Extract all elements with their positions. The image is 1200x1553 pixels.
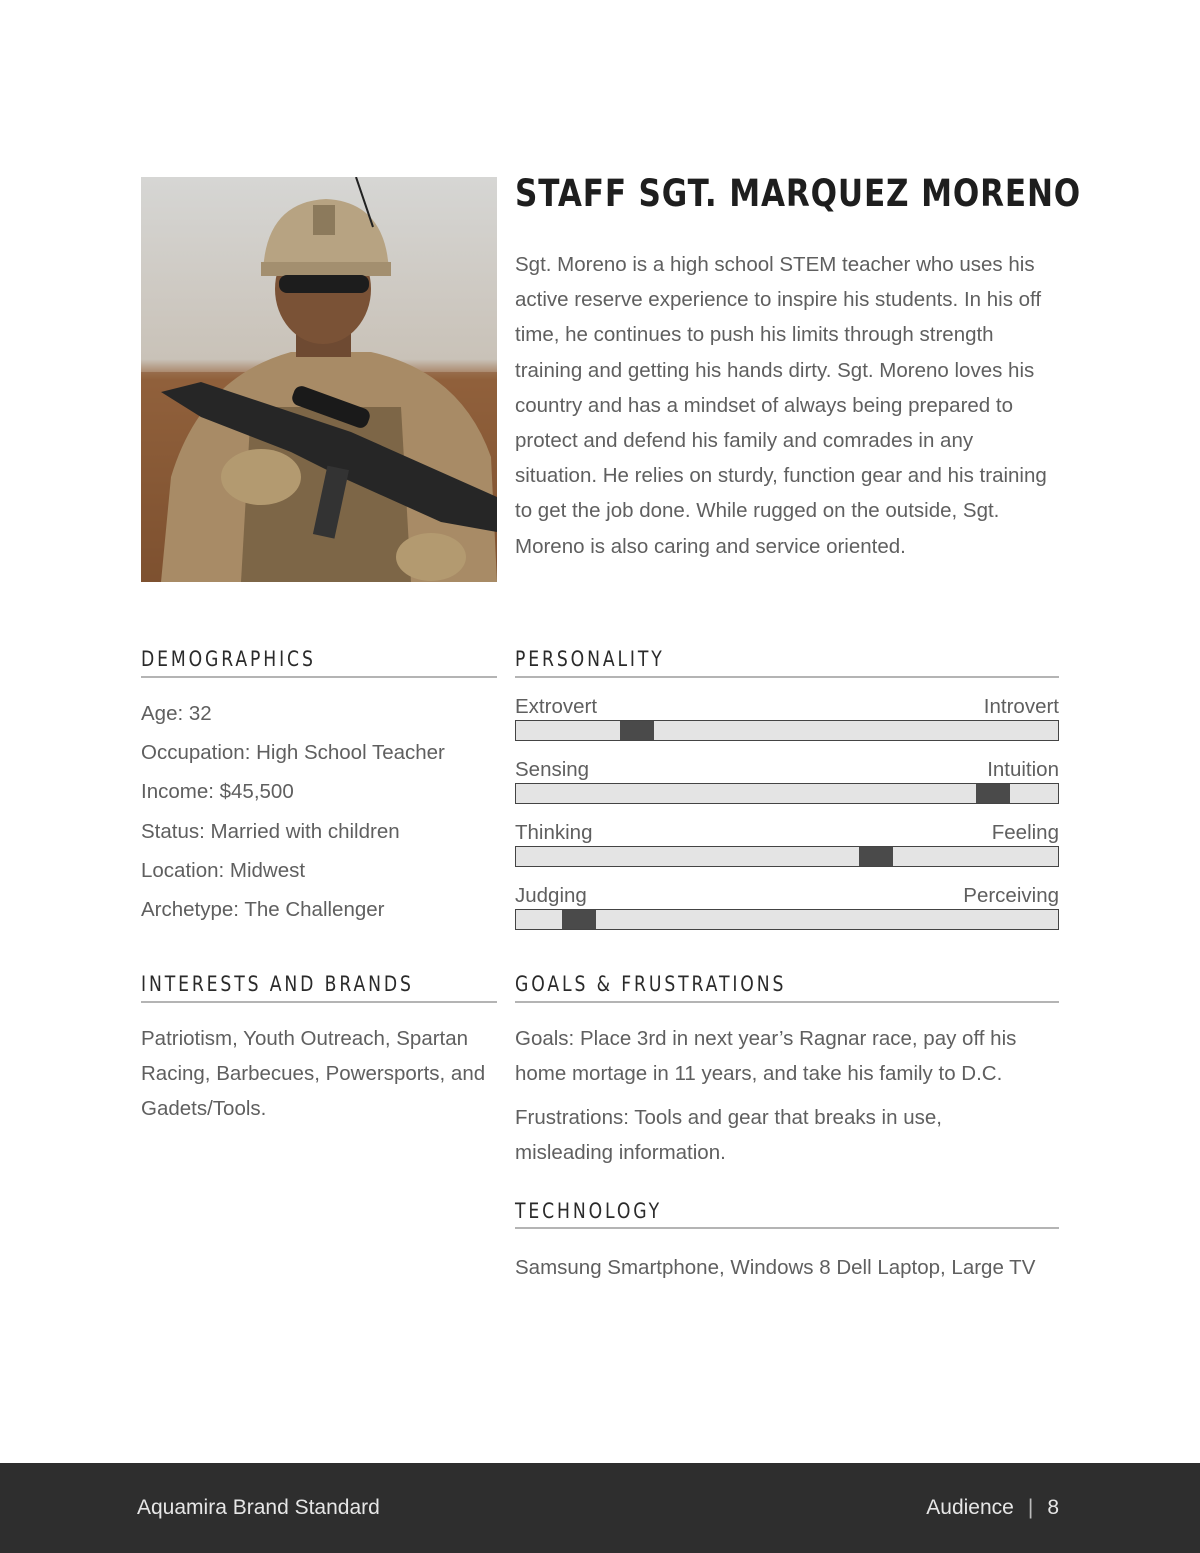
trait-left-label: Sensing — [515, 758, 590, 781]
demographics-item-archetype: Archetype: The Challenger — [141, 897, 385, 921]
footer-brand: Aquamira Brand Standard — [137, 1496, 380, 1519]
technology-heading: TECHNOLOGY — [515, 1199, 663, 1223]
technology-text: Samsung Smartphone, Windows 8 Dell Laptop, Large TV — [515, 1256, 1036, 1279]
trait-left-label: Thinking — [515, 821, 593, 844]
persona-photo — [141, 177, 497, 582]
page-footer — [0, 1463, 1200, 1553]
demographics-item-occupation: Occupation: High School Teacher — [141, 741, 445, 765]
frustrations-text: Frustrations: Tools and gear that breaks in use, misleading information. — [515, 1106, 942, 1165]
technology-rule — [515, 1227, 1059, 1229]
trait-thinking-feeling — [515, 820, 1059, 867]
trait-scale-bar — [515, 846, 1059, 867]
trait-right-label: Feeling — [991, 821, 1059, 844]
trait-right-label: Perceiving — [963, 884, 1059, 907]
trait-right-label: Introvert — [983, 695, 1059, 718]
trait-scale-bar — [515, 720, 1059, 741]
interests-text: Patriotism, Youth Outreach, Spartan Racing, Barbecues, Powersports, and Gadets/Tools. — [141, 1027, 486, 1121]
interests-rule — [141, 1001, 497, 1003]
trait-left-label: Judging — [515, 884, 587, 907]
footer-page-info — [926, 1496, 1059, 1520]
demographics-item-age: Age: 32 — [141, 702, 212, 725]
footer-separator: | — [1027, 1496, 1034, 1519]
personality-rule — [515, 676, 1059, 678]
persona-bio: Sgt. Moreno is a high school STEM teacher who uses his active reserve experience to inspire his students. In his off time, he continues to push his limits through strength training and getting his hands dirty. Sgt. Moreno loves his country and has a mindset of always being prepared to protect and defend his family and comrades in any situation. He relies on sturdy, function gear and his training to get the job done. While rugged on the outside, Sgt. Moreno is also caring and service oriented. — [515, 253, 1047, 558]
demographics-item-location: Location: Midwest — [141, 858, 306, 882]
trait-marker — [562, 910, 596, 929]
demographics-item-income: Income: $45,500 — [141, 780, 294, 804]
trait-extrovert-introvert — [515, 694, 1059, 741]
trait-marker — [620, 721, 654, 740]
persona-name: STAFF SGT. MARQUEZ MORENO — [515, 172, 1082, 215]
trait-scale-bar — [515, 909, 1059, 930]
trait-marker — [859, 847, 893, 866]
footer-section: Audience — [926, 1496, 1014, 1519]
trait-scale-bar — [515, 783, 1059, 804]
trait-marker — [976, 784, 1010, 803]
interests-heading: INTERESTS AND BRANDS — [141, 972, 414, 996]
demographics-heading: DEMOGRAPHICS — [141, 647, 316, 671]
demographics-item-status: Status: Married with children — [141, 819, 400, 843]
trait-sensing-intuition — [515, 757, 1059, 804]
demographics-rule — [141, 676, 497, 678]
goals-heading: GOALS & FRUSTRATIONS — [515, 972, 787, 996]
goals-rule — [515, 1001, 1059, 1003]
personality-heading: PERSONALITY — [515, 647, 665, 671]
goals-text: Goals: Place 3rd in next year’s Ragnar race, pay off his home mortage in 11 years, and take his family to D.C. — [515, 1027, 1017, 1086]
footer-page-number: 8 — [1047, 1496, 1059, 1519]
trait-judging-perceiving — [515, 883, 1059, 930]
trait-right-label: Intuition — [987, 758, 1059, 781]
trait-left-label: Extrovert — [515, 695, 598, 718]
demographics-list — [141, 696, 445, 931]
